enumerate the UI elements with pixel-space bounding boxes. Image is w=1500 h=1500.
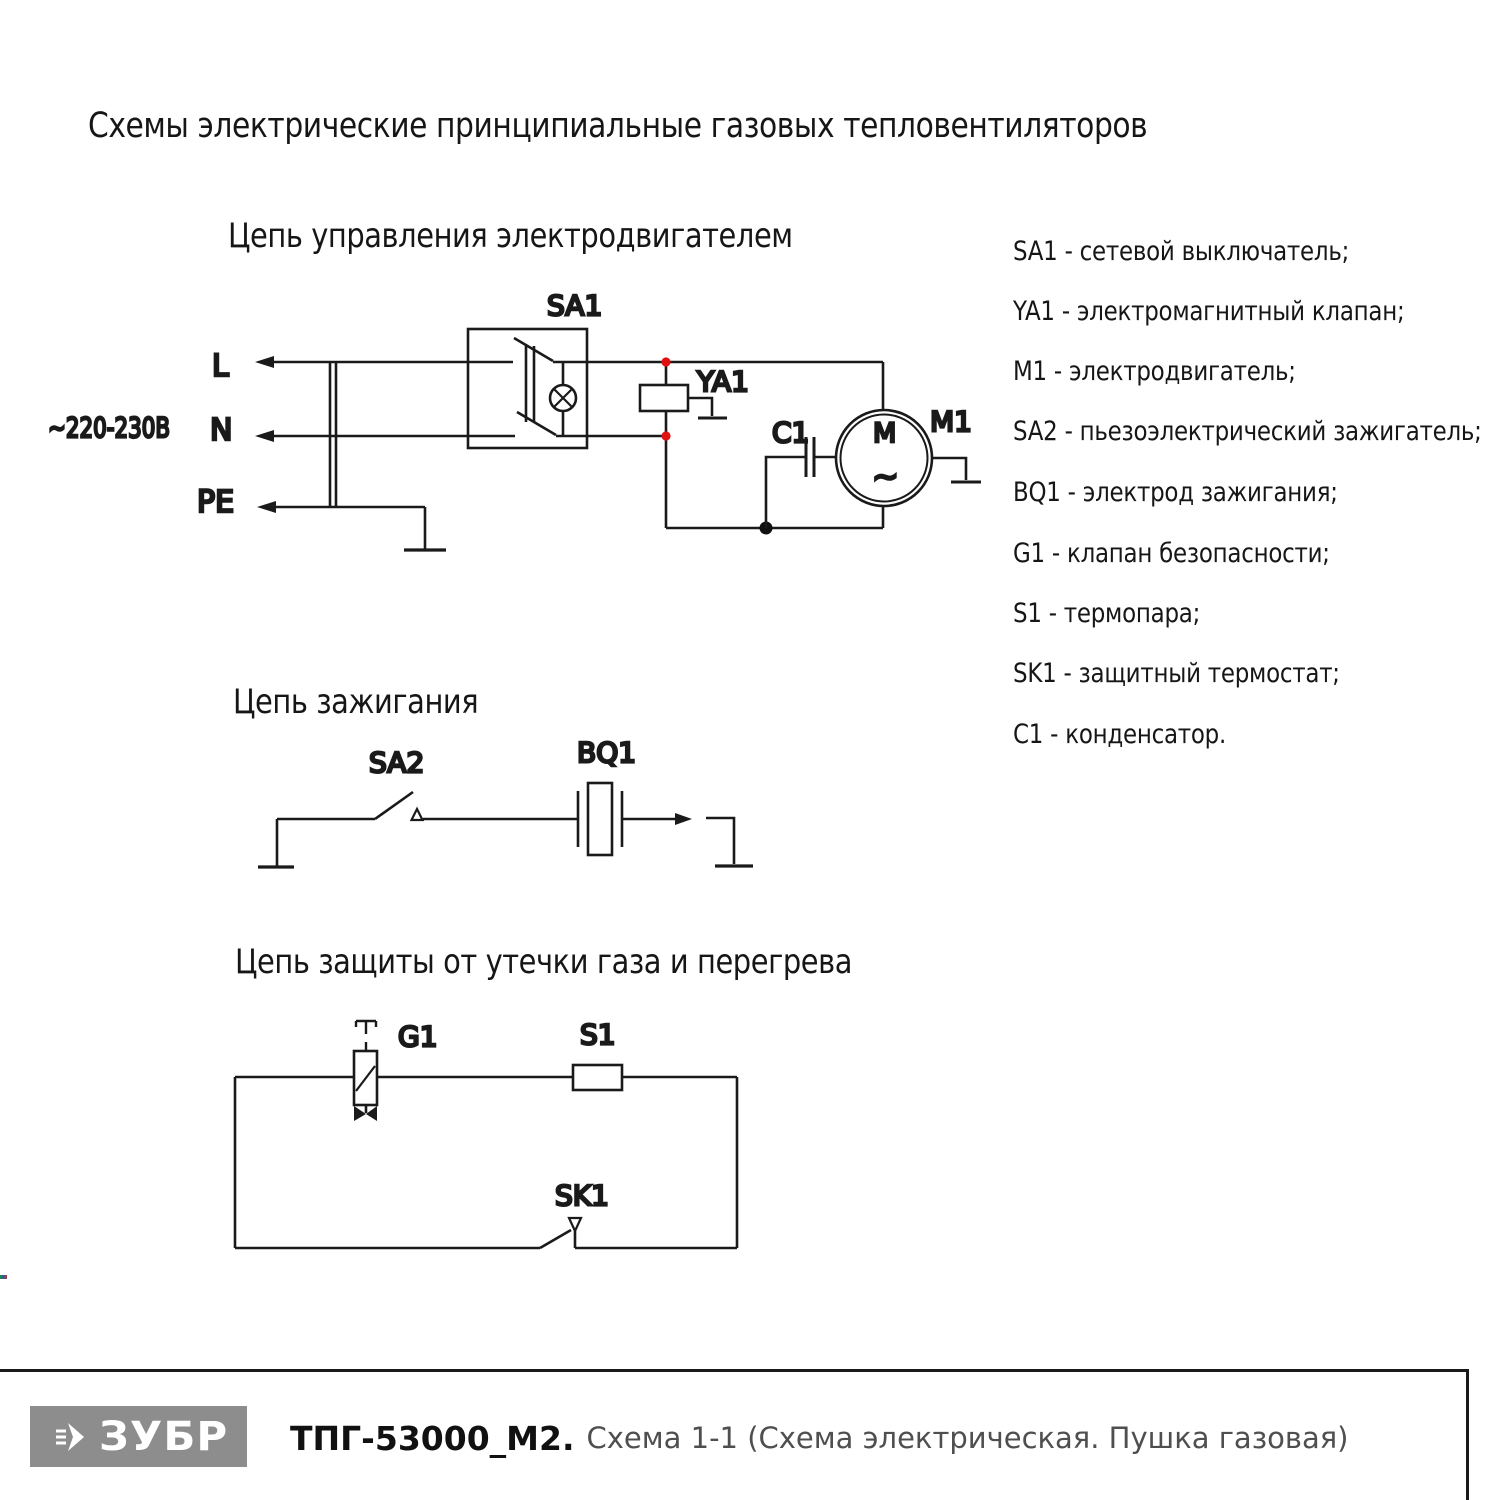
control-circuit-title: Цепь управления электродвигателем: [228, 216, 793, 256]
control-circuit-drawing: [48, 289, 981, 550]
arrow-right-icon: [675, 813, 692, 825]
edge-artifact: [0, 1275, 7, 1279]
capacitor-symbol: [766, 437, 837, 528]
footer-model: ТПГ-53000_М2.: [290, 1418, 575, 1458]
ignition-electrode-symbol: [578, 783, 622, 855]
legend-item: SA2 - пьезоэлектрический зажигатель;: [1013, 416, 1482, 447]
cable-marker: [330, 362, 336, 507]
arrow-left-icon: [255, 430, 274, 442]
legend-item: SK1 - защитный термостат;: [1013, 658, 1340, 689]
line-label-n: N: [210, 413, 233, 448]
legend-item: SA1 - сетевой выключатель;: [1013, 236, 1350, 267]
protection-circuit-drawing: [235, 1018, 737, 1248]
logo-text: ЗУБР: [99, 1413, 229, 1460]
ignition-circuit-title: Цепь зажигания: [233, 682, 479, 722]
legend-item: C1 - конденсатор.: [1013, 719, 1227, 750]
junction-dot-red: [661, 357, 670, 366]
label-sa2: SA2: [369, 746, 425, 779]
sa1-switch-box: [468, 329, 587, 448]
piezo-igniter-switch: [375, 792, 423, 820]
arrow-left-icon: [255, 356, 274, 368]
voltage-label: ~220-230В: [48, 411, 170, 444]
label-sa1: SA1: [547, 289, 603, 322]
motor-wave: ~: [872, 457, 899, 495]
earth-ground-icon: [258, 819, 294, 867]
brand-logo: [30, 1406, 247, 1467]
chassis-ground-icon: [688, 398, 727, 418]
indicator-lamp-icon: [550, 362, 576, 436]
label-bq1: BQ1: [577, 736, 637, 769]
thermostat-contact-symbol: [540, 1218, 581, 1248]
thermocouple-symbol: [573, 1065, 622, 1090]
footer-right-border: [1466, 1369, 1469, 1500]
label-sk1: SK1: [555, 1179, 609, 1212]
motor-letter: M: [873, 418, 897, 449]
legend-item: BQ1 - электрод зажигания;: [1013, 477, 1338, 508]
label-m1: M1: [930, 405, 972, 438]
zubr-arrow-icon: [54, 1419, 90, 1455]
legend-item: S1 - термопара;: [1013, 598, 1201, 629]
legend-item: G1 - клапан безопасности;: [1013, 538, 1330, 569]
protection-circuit-title: Цепь защиты от утечки газа и перегрева: [235, 942, 853, 982]
junction-dot-red: [661, 431, 670, 440]
footer-caption: Схема 1-1 (Схема электрическая. Пушка газовая): [586, 1421, 1349, 1455]
line-label-l: L: [212, 349, 229, 384]
safety-valve-symbol: [354, 1021, 377, 1121]
label-g1: G1: [398, 1020, 438, 1053]
earth-ground-icon: [404, 507, 446, 550]
label-s1: S1: [580, 1018, 616, 1051]
footer-caption-line: [290, 1412, 1349, 1464]
earth-ground-icon: [706, 818, 753, 866]
legend-item: YA1 - электромагнитный клапан;: [1013, 296, 1405, 327]
power-arrows: [255, 356, 515, 513]
label-c1: C1: [772, 416, 810, 449]
arrow-left-icon: [257, 501, 276, 513]
ignition-circuit-drawing: [258, 736, 753, 867]
line-label-pe: PE: [197, 485, 235, 520]
legend-item: M1 - электродвигатель;: [1013, 356, 1296, 387]
manual-actuator-icon: [356, 1021, 376, 1051]
label-ya1: YA1: [697, 365, 749, 398]
chassis-ground-icon: [932, 458, 981, 482]
page-title: Схемы электрические принципиальные газовых тепловентиляторов: [88, 106, 1148, 146]
footer-divider: [0, 1369, 1469, 1372]
